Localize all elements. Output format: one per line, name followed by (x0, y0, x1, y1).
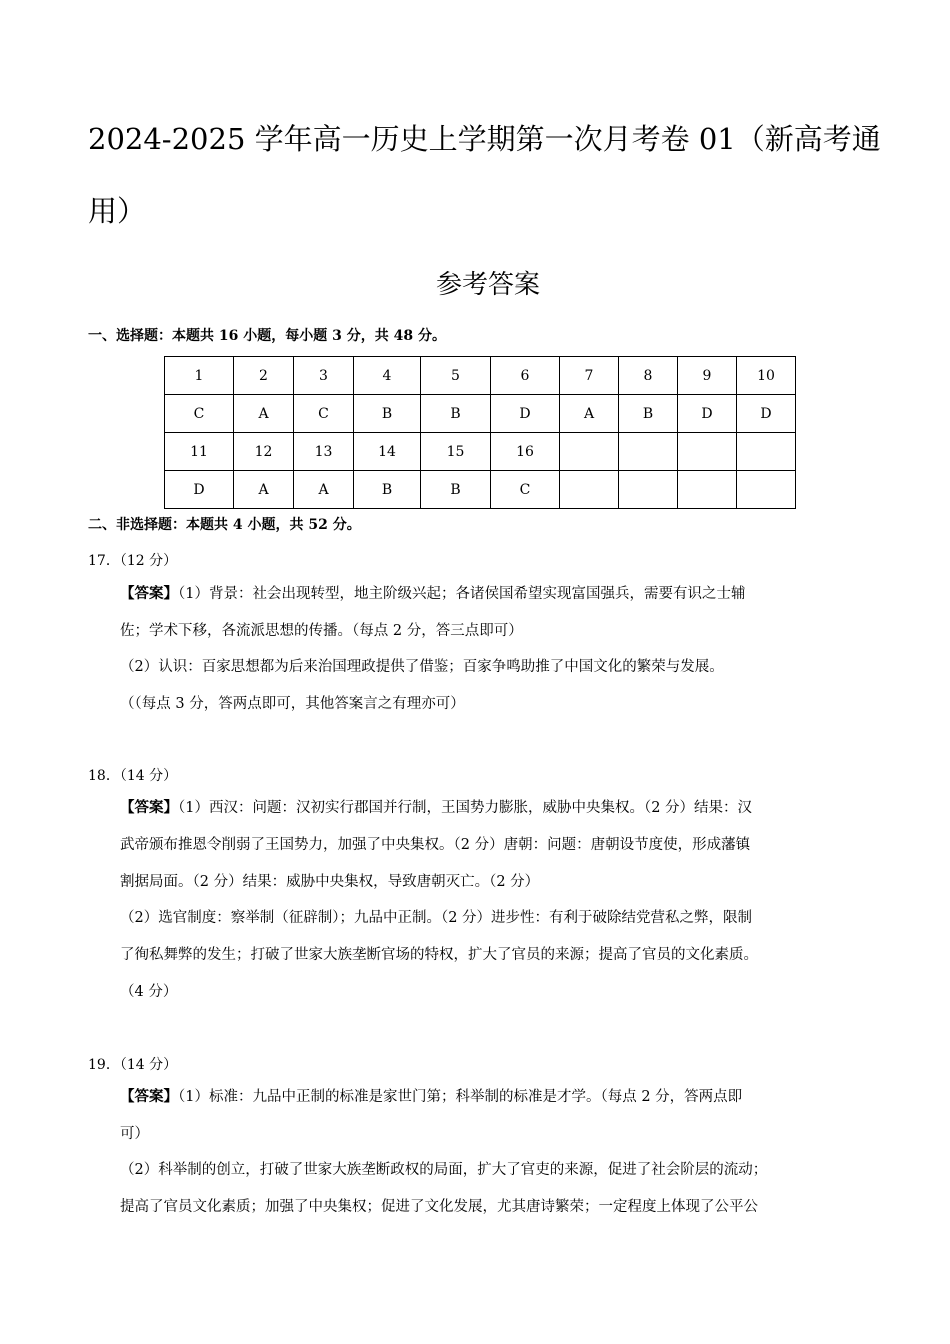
doc-title-line-1: 2024-2025 学年高一历史上学期第一次月考卷 01（新高考通 (88, 122, 881, 156)
q17-heading: 17．（12 分） (88, 553, 178, 569)
q17-text-1: （1）背景：社会出现转型，地主阶级兴起；各诸侯国希望实现富国强兵，需要有识之士辅 (178, 586, 746, 602)
q19-line-3: （2）科举制的创立，打破了世家大族垄断政权的局面，扩大了官吏的来源，促进了社会阶层的流动； (120, 1162, 768, 1178)
section-heading-non-choice: 二、非选择题：本题共 4 小题，共 52 分。 (88, 517, 361, 533)
answer-table-cell: 6 (491, 357, 560, 395)
doc-title-line-2: 用） (88, 194, 147, 228)
q18-answer-tag: 【答案】 (120, 799, 178, 816)
answer-table-cell: C (294, 395, 354, 433)
answer-table-cell (619, 471, 678, 509)
answer-table-row (165, 471, 796, 509)
answer-table-row (165, 357, 796, 395)
answer-table-cell: 4 (354, 357, 421, 395)
q19-line-1 (120, 1090, 742, 1105)
answer-table-cell: A (234, 471, 294, 509)
answer-table-cell: B (421, 471, 491, 509)
answer-table-cell: A (560, 395, 619, 433)
answer-table-cell: 16 (491, 433, 560, 471)
q18-heading: 18．（14 分） (88, 768, 178, 784)
q19-answer-tag: 【答案】 (120, 1088, 178, 1105)
answer-table-cell (737, 471, 796, 509)
q17-line-4: （（每点 3 分，答两点即可，其他答案言之有理亦可） (120, 696, 465, 712)
answer-table-cell: 9 (678, 357, 737, 395)
q18-line-1 (120, 801, 752, 816)
answer-table-cell: 14 (354, 433, 421, 471)
answer-table-cell (678, 433, 737, 471)
q18-line-3: 割据局面。（2 分）结果：威胁中央集权，导致唐朝灭亡。（2 分） (120, 874, 540, 890)
answer-table-cell (560, 471, 619, 509)
answer-table-cell: B (354, 395, 421, 433)
answer-table-cell (737, 433, 796, 471)
answer-table-cell (619, 433, 678, 471)
answer-table-cell: D (165, 471, 234, 509)
answer-table-cell: 2 (234, 357, 294, 395)
answer-table-cell: A (294, 471, 354, 509)
answer-table-cell: 12 (234, 433, 294, 471)
answer-table-cell: 5 (421, 357, 491, 395)
q19-line-4: 提高了官员文化素质；加强了中央集权；促进了文化发展，尤其唐诗繁荣；一定程度上体现了公平公 (120, 1199, 758, 1215)
answer-table-cell: 8 (619, 357, 678, 395)
q17-line-3: （2）认识：百家思想都为后来治国理政提供了借鉴；百家争鸣助推了中国文化的繁荣与发展。 (120, 659, 724, 675)
answer-table-cell: B (619, 395, 678, 433)
answer-table-cell: 11 (165, 433, 234, 471)
answer-table-cell: C (491, 471, 560, 509)
answer-table-cell: C (165, 395, 234, 433)
answer-table-cell: D (678, 395, 737, 433)
doc-subtitle: 参考答案 (435, 270, 540, 300)
q17-line-1 (120, 587, 745, 602)
q19-line-2: 可） (120, 1126, 149, 1142)
answer-table-cell: 1 (165, 357, 234, 395)
answer-table-cell: D (491, 395, 560, 433)
answer-table-row (165, 395, 796, 433)
answer-table-row (165, 433, 796, 471)
answer-table-cell: 15 (421, 433, 491, 471)
q19-text-1: （1）标准：九品中正制的标准是家世门第；科举制的标准是才学。（每点 2 分，答两点即 (178, 1089, 743, 1105)
answer-table-cell (678, 471, 737, 509)
answer-table-cell: 13 (294, 433, 354, 471)
answer-table-cell: D (737, 395, 796, 433)
answer-table-cell: 10 (737, 357, 796, 395)
q17-answer-tag: 【答案】 (120, 585, 178, 602)
answer-table-cell: B (354, 471, 421, 509)
answer-table-cell: B (421, 395, 491, 433)
answer-table-cell: A (234, 395, 294, 433)
answer-table-cell: 7 (560, 357, 619, 395)
q19-heading: 19．（14 分） (88, 1057, 178, 1073)
answer-table-cell: 3 (294, 357, 354, 395)
answer-table (164, 356, 796, 509)
section-heading-multiple-choice: 一、选择题：本题共 16 小题，每小题 3 分，共 48 分。 (88, 328, 446, 344)
q17-line-2: 佐；学术下移，各流派思想的传播。（每点 2 分，答三点即可） (120, 623, 523, 639)
q18-line-5: 了徇私舞弊的发生；打破了世家大族垄断官场的特权，扩大了官员的来源；提高了官员的文化素质。 (120, 947, 758, 963)
q18-line-2: 武帝颁布推恩令削弱了王国势力，加强了中央集权。（2 分）唐朝：问题：唐朝设节度使，形成藩镇 (120, 837, 751, 853)
q18-line-6: （4 分） (120, 984, 178, 1000)
q18-line-4: （2）选官制度：察举制（征辟制）；九品中正制。（2 分）进步性：有利于破除结党营私之弊，限制 (120, 910, 753, 926)
answer-table-cell (560, 433, 619, 471)
q18-text-1: （1）西汉：问题：汉初实行郡国并行制，王国势力膨胀，威胁中央集权。（2 分）结果：汉 (178, 800, 753, 816)
